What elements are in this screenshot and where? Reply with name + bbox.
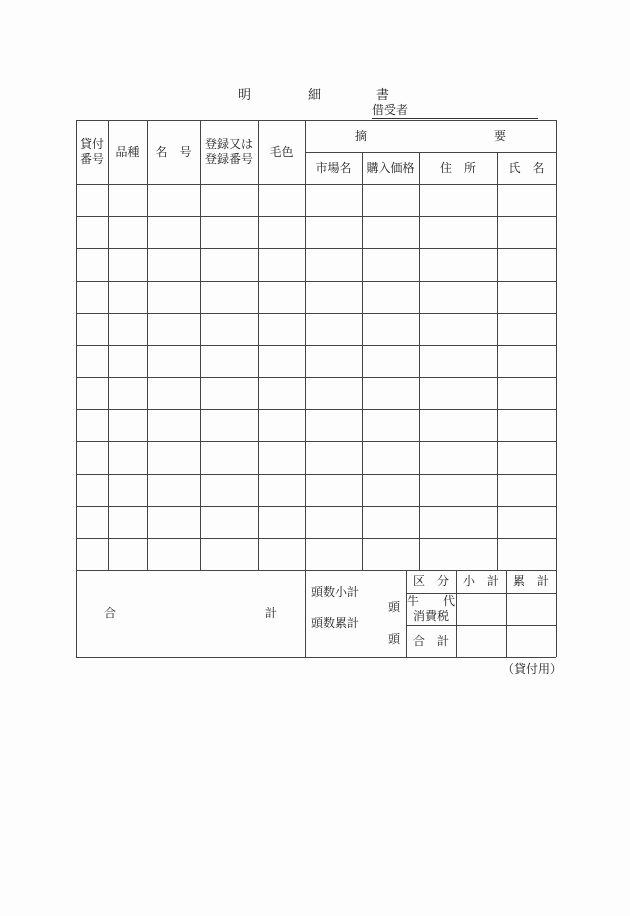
table-row[interactable] — [76, 441, 556, 473]
footer-text: 計 — [264, 606, 277, 620]
borrower-label: 借受者 — [372, 103, 409, 117]
header-text: 登録又は — [204, 137, 253, 151]
header-registration — [200, 120, 258, 184]
consumption-tax-label: 消費税 — [412, 609, 449, 623]
table-row[interactable] — [76, 184, 556, 216]
grand-total-label: 合 計 — [412, 633, 449, 648]
footer-total-label — [76, 570, 305, 657]
header-name: 名 号 — [155, 144, 192, 159]
title-char-3: 書 — [376, 88, 390, 103]
header-loan-no — [76, 120, 108, 184]
rule — [76, 657, 556, 658]
table-row[interactable] — [76, 538, 556, 570]
header-market: 市場名 — [315, 160, 352, 175]
title-char-2: 細 — [308, 88, 322, 103]
table-row[interactable] — [76, 474, 556, 506]
title-char-1: 明 — [238, 88, 252, 103]
header-text: 貸付 — [79, 137, 104, 151]
header-summary — [305, 120, 556, 152]
borrower-field[interactable] — [372, 103, 538, 119]
table-row[interactable] — [76, 506, 556, 538]
rule — [556, 120, 557, 657]
table-row[interactable] — [76, 248, 556, 280]
table-row[interactable] — [76, 409, 556, 441]
cumulative-header: 累 計 — [512, 574, 549, 588]
table-row[interactable] — [76, 345, 556, 377]
header-coat-color: 毛色 — [269, 144, 294, 159]
table-row[interactable] — [76, 216, 556, 248]
table-row[interactable] — [76, 281, 556, 313]
header-text: 要 — [493, 128, 506, 143]
table-row[interactable] — [76, 377, 556, 409]
head-unit-1: 頭 — [388, 600, 401, 614]
header-text: 番号 — [79, 152, 104, 166]
header-owner: 氏 名 — [508, 160, 545, 175]
footer-text: 合 — [104, 606, 117, 620]
header-price: 購入価格 — [366, 160, 415, 175]
head-subtotal-label: 頭数小計 — [311, 585, 360, 599]
head-cumulative-label: 頭数累計 — [311, 616, 360, 630]
header-breed: 品種 — [115, 144, 140, 159]
subtotal-header: 小 計 — [462, 574, 499, 588]
cattle-price-label: 牛 代 — [406, 594, 455, 608]
category-header: 区 分 — [412, 574, 449, 588]
table-row[interactable] — [76, 313, 556, 345]
header-text: 摘 — [355, 128, 368, 143]
header-address: 住 所 — [439, 160, 476, 175]
usage-note: （貸付用） — [502, 662, 563, 676]
cattle-tax-label — [406, 593, 456, 625]
head-unit-2: 頭 — [388, 632, 401, 646]
header-text: 登録番号 — [204, 152, 253, 166]
